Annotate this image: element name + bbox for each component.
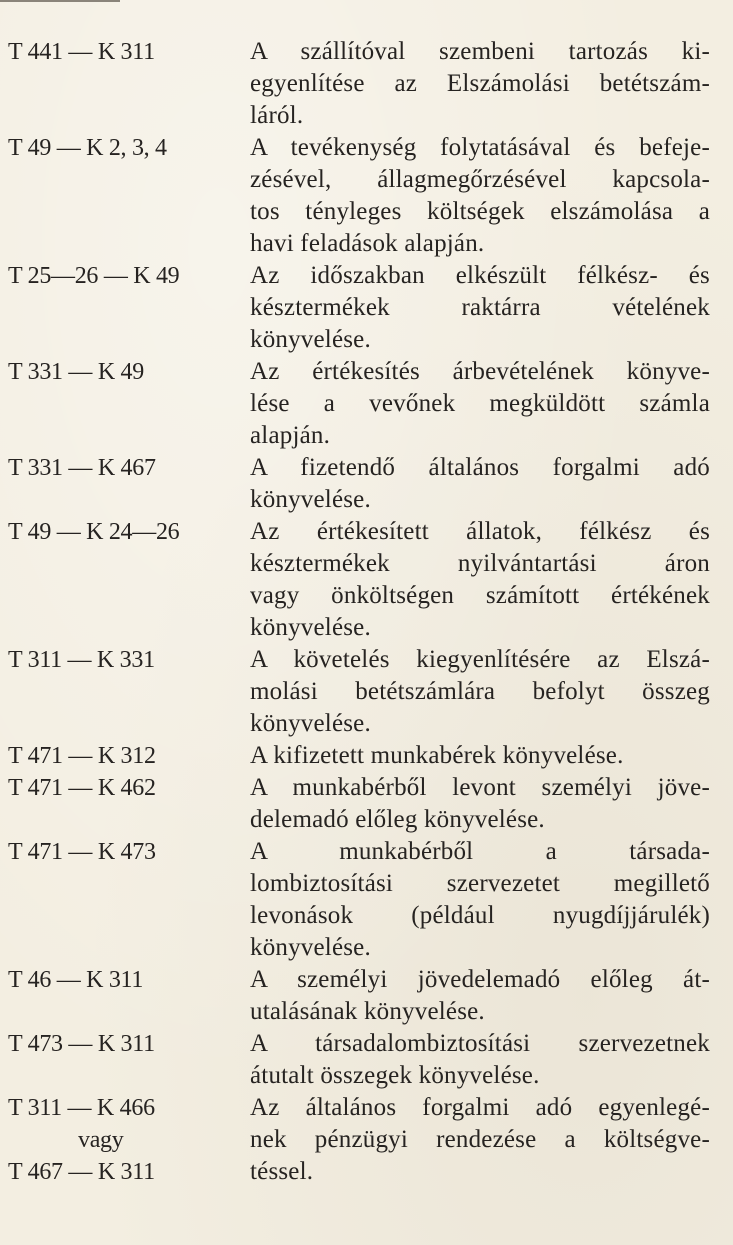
account-code-line: T 471 — K 462 — [8, 775, 156, 801]
account-codes — [8, 740, 248, 772]
description-line: delemadó előleg könyvelése. — [250, 806, 545, 833]
account-code-line: T 441 — K 311 — [8, 39, 155, 65]
account-codes — [8, 772, 248, 804]
description-line: A kifizetett munkabérek könyvelése. — [250, 742, 624, 769]
account-code-line: T 473 — K 311 — [8, 1031, 155, 1057]
account-code-line: vagy — [78, 1127, 124, 1153]
entry-description — [250, 1028, 710, 1092]
description-line: A munkabérből a társada- — [250, 838, 710, 865]
entry-description — [250, 36, 710, 132]
description-line: téssel. — [250, 1158, 314, 1185]
account-codes — [8, 964, 248, 996]
entry-description — [250, 772, 710, 836]
account-codes — [8, 1028, 248, 1060]
entry-description — [250, 356, 710, 452]
entry-description — [250, 964, 710, 1028]
entry-description — [250, 740, 710, 772]
entry-description — [250, 836, 710, 964]
account-code-line: T 311 — K 466 — [8, 1095, 155, 1121]
description-line: A fizetendő általános forgalmi adó — [250, 454, 710, 481]
description-line: késztermékek raktárra vételének — [250, 294, 710, 321]
description-line: levonások (például nyugdíjjárulék) — [250, 902, 710, 929]
account-code-line: T 331 — K 467 — [8, 455, 156, 481]
description-line: egyenlítése az Elszámolási betétszám- — [250, 70, 710, 97]
description-line: láról. — [250, 102, 304, 129]
description-line: Az értékesített állatok, félkész és — [250, 518, 710, 545]
description-line: havi feladások alapján. — [250, 230, 485, 257]
description-line: A munkabérből levont személyi jöve- — [250, 774, 710, 801]
account-codes — [8, 132, 248, 164]
account-codes — [8, 516, 248, 548]
description-line: Az általános forgalmi adó egyenlegé- — [250, 1094, 710, 1121]
description-line: vagy önköltségen számított értékének — [250, 582, 710, 609]
description-line: tos tényleges költségek elszámolása a — [250, 198, 710, 225]
description-line: könyvelése. — [250, 486, 371, 513]
description-line: Az időszakban elkészült félkész- és — [250, 262, 710, 289]
description-line: lése a vevőnek megküldött számla — [250, 390, 710, 417]
entry-description — [250, 1092, 710, 1188]
description-line: A személyi jövedelemadó előleg át- — [250, 966, 710, 993]
account-codes — [8, 36, 248, 68]
description-line: könyvelése. — [250, 614, 371, 641]
description-line: lombiztosítási szervezetet megillető — [250, 870, 710, 897]
account-code-line: T 471 — K 312 — [8, 743, 156, 769]
description-line: A társadalombiztosítási szervezetnek — [250, 1030, 710, 1057]
description-line: alapján. — [250, 422, 331, 449]
description-line: utalásának könyvelése. — [250, 998, 485, 1025]
description-line: Az értékesítés árbevételének könyve- — [250, 358, 710, 385]
account-code-line: T 467 — K 311 — [8, 1159, 155, 1185]
description-line: késztermékek nyilvántartási áron — [250, 550, 710, 577]
description-line: A követelés kiegyenlítésére az Elszá- — [250, 646, 710, 673]
account-codes — [8, 356, 248, 388]
description-line: zésével, állagmegőrzésével kapcsola- — [250, 166, 710, 193]
account-code-line: T 471 — K 473 — [8, 839, 156, 865]
description-line: A tevékenység folytatásával és befeje- — [250, 134, 710, 161]
description-line: nek pénzügyi rendezése a költségve- — [250, 1126, 710, 1153]
entry-description — [250, 644, 710, 740]
account-codes — [8, 644, 248, 676]
description-line: molási betétszámlára befolyt összeg — [250, 678, 710, 705]
description-line: A szállítóval szembeni tartozás ki- — [250, 38, 710, 65]
account-codes — [8, 836, 248, 868]
entry-description — [250, 260, 710, 356]
description-line: átutalt összegek könyvelése. — [250, 1062, 540, 1089]
top-rule — [0, 0, 120, 2]
account-codes — [8, 1092, 248, 1188]
entry-description — [250, 516, 710, 644]
description-line: könyvelése. — [250, 326, 371, 353]
account-code-line: T 49 — K 2, 3, 4 — [8, 135, 167, 161]
account-code-line: T 46 — K 311 — [8, 967, 144, 993]
account-code-line: T 331 — K 49 — [8, 359, 144, 385]
description-line: könyvelése. — [250, 710, 371, 737]
description-line: könyvelése. — [250, 934, 371, 961]
account-codes — [8, 260, 248, 292]
account-code-line: T 49 — K 24—26 — [8, 519, 180, 545]
entry-description — [250, 132, 710, 260]
account-code-line: T 25—26 — K 49 — [8, 263, 180, 289]
entry-description — [250, 452, 710, 516]
account-code-line: T 311 — K 331 — [8, 647, 155, 673]
account-codes — [8, 452, 248, 484]
